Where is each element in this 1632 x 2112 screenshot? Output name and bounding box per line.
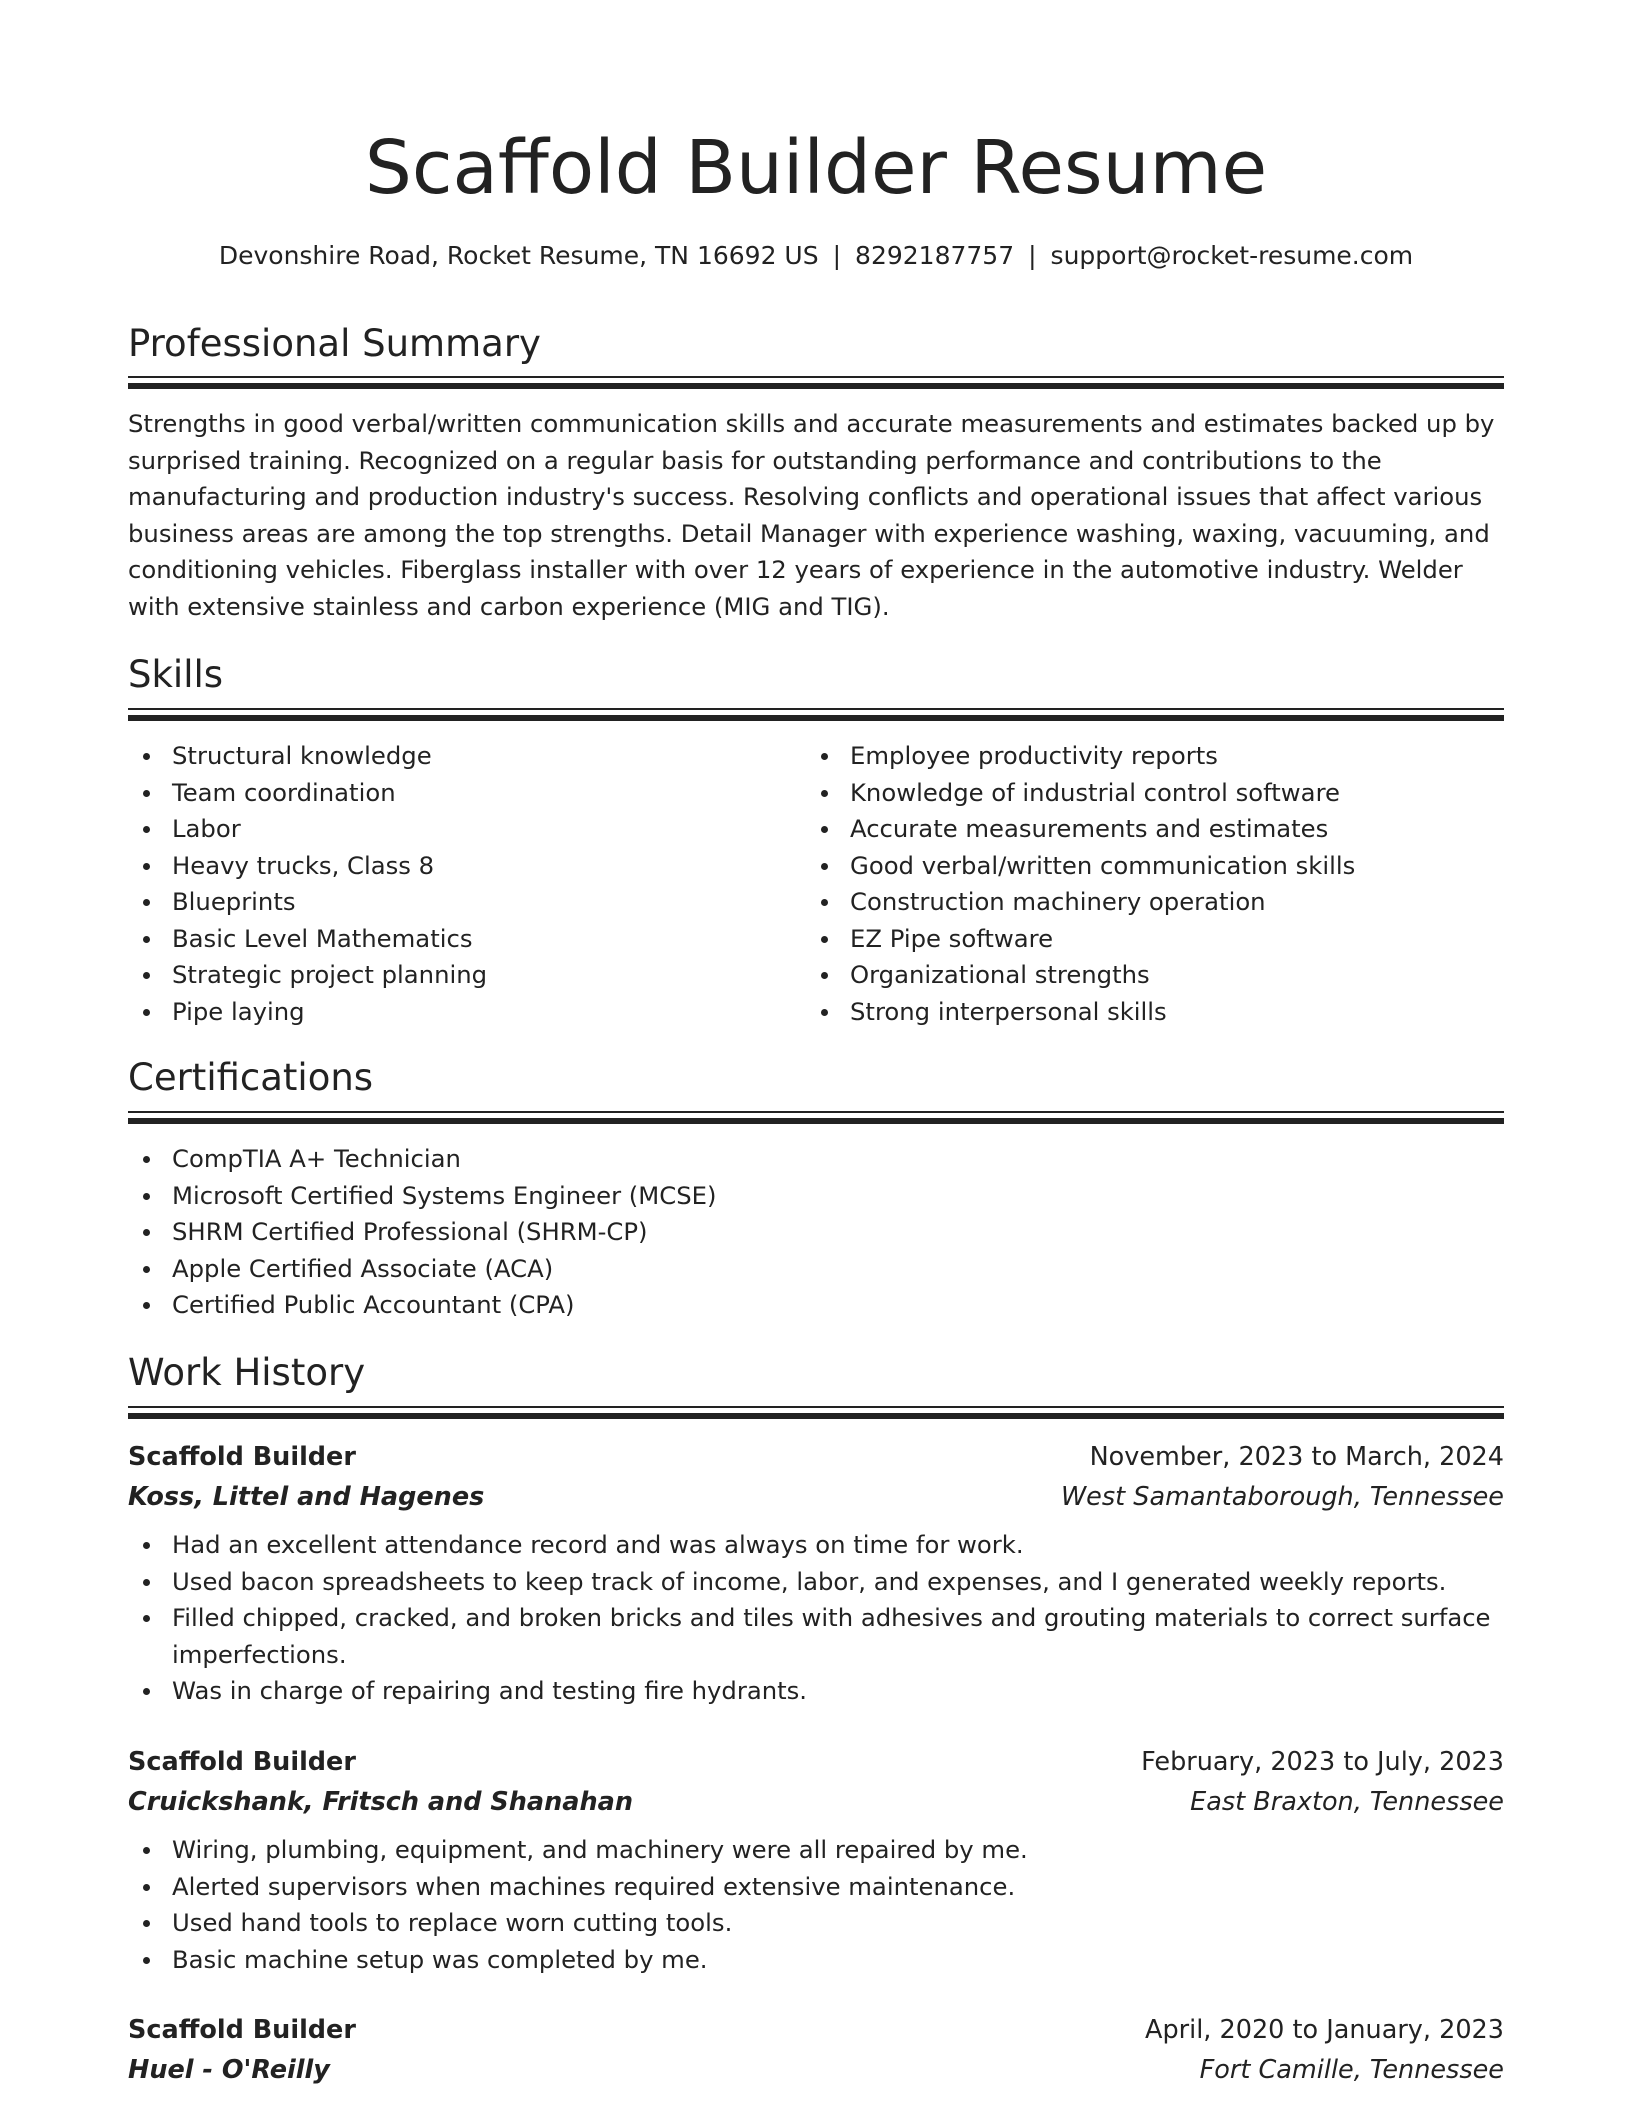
job-dates: April, 2020 to January, 2023	[1145, 2015, 1504, 2045]
skill-item: Strong interpersonal skills	[806, 994, 1466, 1031]
job-duty: Used bacon spreadsheets to keep track of income, labor, and expenses, and I generated weekly reports.	[128, 1564, 1504, 1601]
job-duty: Wiring, plumbing, equipment, and machinery were all repaired by me.	[128, 1832, 1504, 1869]
contact-phone: 8292187757	[855, 241, 1015, 270]
job-company: Koss, Littel and Hagenes	[128, 1482, 485, 1512]
skill-item: Basic Level Mathematics	[128, 921, 788, 958]
certification-item: Microsoft Certified Systems Engineer (MCSE)	[128, 1178, 1504, 1215]
skill-item: Pipe laying	[128, 994, 788, 1031]
skill-item: EZ Pipe software	[806, 921, 1466, 958]
certifications-heading: Certifications	[128, 1056, 374, 1099]
skills-list-right	[806, 738, 1466, 1030]
skill-item: Employee productivity reports	[806, 738, 1466, 775]
certification-item: Certified Public Accountant (CPA)	[128, 1287, 1504, 1324]
job-duty: Was in charge of repairing and testing fire hydrants.	[128, 1673, 1504, 1710]
skill-item: Organizational strengths	[806, 957, 1466, 994]
job-duty: Had an excellent attendance record and was always on time for work.	[128, 1527, 1504, 1564]
skill-item: Labor	[128, 811, 788, 848]
contact-line	[128, 238, 1504, 274]
job-dates: November, 2023 to March, 2024	[1089, 1442, 1504, 1472]
skill-item: Construction machinery operation	[806, 884, 1466, 921]
certification-item: Apple Certified Associate (ACA)	[128, 1251, 1504, 1288]
contact-separator: |	[1028, 241, 1037, 270]
summary-heading: Professional Summary	[128, 322, 541, 365]
certification-item: CompTIA A+ Technician	[128, 1141, 1504, 1178]
job-location: West Samantaborough, Tennessee	[1060, 1482, 1504, 1512]
skills-heading: Skills	[128, 653, 224, 696]
job-dates: February, 2023 to July, 2023	[1141, 1747, 1504, 1777]
skill-item: Accurate measurements and estimates	[806, 811, 1466, 848]
skills-list-left	[128, 738, 788, 1030]
skill-item: Strategic project planning	[128, 957, 788, 994]
job-entry	[128, 1742, 1504, 1978]
contact-separator: |	[832, 241, 842, 270]
job-entry	[128, 2010, 1504, 2090]
skill-item: Team coordination	[128, 775, 788, 812]
job-duty: Basic machine setup was completed by me.	[128, 1942, 1504, 1979]
skill-item: Structural knowledge	[128, 738, 788, 775]
contact-email: support@rocket-resume.com	[1050, 241, 1414, 270]
job-company: Cruickshank, Fritsch and Shanahan	[128, 1787, 634, 1817]
job-duty: Filled chipped, cracked, and broken bricks and tiles with adhesives and grouting materials to correct surface imperfections.	[128, 1600, 1504, 1673]
resume-title: Scaffold Builder Resume	[364, 125, 1268, 211]
summary-text: Strengths in good verbal/written communication skills and accurate measurements and estimates backed up by surprised training. Recognized on a regular basis for outstanding performance and contributions to the manufacturing and production industry's success. Resolving conflicts and operational issues that affect various business areas are among the top strengths. Detail Manager with experience washing, waxing, vacuuming, and conditioning vehicles. Fiberglass installer with over 12 years of experience in the automotive industry. Welder with extensive stainless and carbon experience (MIG and TIG).	[128, 409, 1495, 621]
job-title: Scaffold Builder	[128, 1442, 356, 1472]
certification-item: SHRM Certified Professional (SHRM-CP)	[128, 1214, 1504, 1251]
job-location: Fort Camille, Tennessee	[1199, 2055, 1504, 2085]
job-title: Scaffold Builder	[128, 1747, 356, 1777]
skill-item: Good verbal/written communication skills	[806, 848, 1466, 885]
job-duty: Used hand tools to replace worn cutting tools.	[128, 1905, 1504, 1942]
contact-address: Devonshire Road, Rocket Resume, TN 16692 US	[218, 241, 819, 270]
skill-item: Blueprints	[128, 884, 788, 921]
job-entry	[128, 1437, 1504, 1710]
job-duties-list	[128, 1527, 1504, 1710]
work-history-heading: Work History	[128, 1351, 366, 1394]
job-location: East Braxton, Tennessee	[1190, 1787, 1504, 1817]
job-duties-list	[128, 1832, 1504, 1978]
job-duty: Alerted supervisors when machines required extensive maintenance.	[128, 1869, 1504, 1906]
job-title: Scaffold Builder	[128, 2015, 356, 2045]
skill-item: Knowledge of industrial control software	[806, 775, 1466, 812]
certifications-list	[128, 1141, 1504, 1324]
skill-item: Heavy trucks, Class 8	[128, 848, 788, 885]
job-company: Huel - O'Reilly	[128, 2055, 330, 2085]
